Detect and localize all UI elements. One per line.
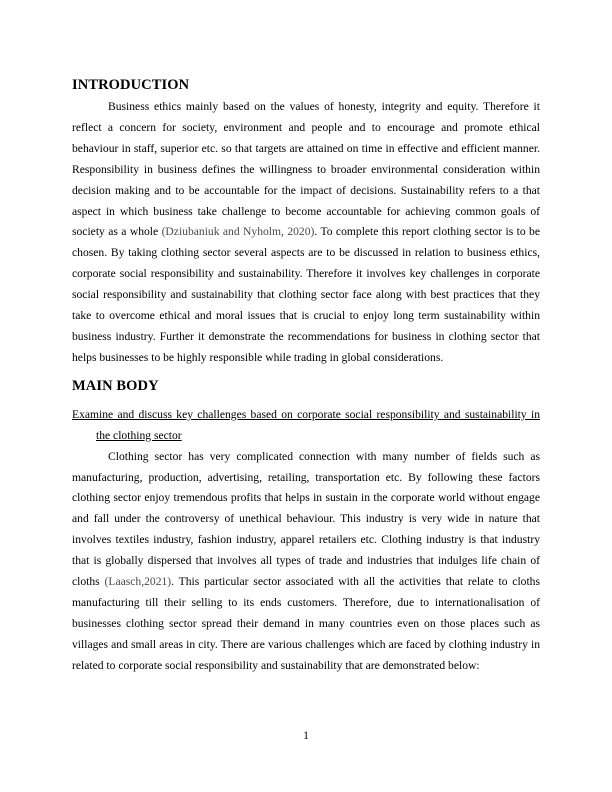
main-body-text-part-1: Clothing sector has very complicated connection with many number of fields such as manufacturing, production, advertising, retailing, transportation etc. By following these factors clothing sector enjoy tremendous profits that helps in sustain in the corporate world without engage and fall under the controversy of unethical behaviour. This industry is very wide in nature that involves textiles industry, fashion industry, apparel retailers etc. Clothing industry is that industry that is globally dispersed that involves all types of trade and industries that indulges life chain of cloths [72,449,540,589]
introduction-heading: INTRODUCTION [72,77,190,93]
introduction-paragraph [72,97,540,369]
citation-dziubaniuk: (Dziubaniuk and Nyholm, 2020) [161,225,315,239]
main-body-text-part-2: . This particular sector associated with all the activities that relate to cloths manufacturing till their selling to its ends customers. Therefore, due to internationalisation of businesses clothing sector spread their demand in many countries even on those places such as villages and small areas in city. There are various challenges which are faced by clothing industry in related to corporate social responsibility and sustainability that are demonstrated below: [72,575,540,672]
citation-laasch: (Laasch,2021) [104,575,172,589]
introduction-text-part-1: Business ethics mainly based on the values of honesty, integrity and equity. Therefore it reflect a concern for society, environment and people and to encourage and promote ethical behaviour in staff, superior etc. so that targets are attained on time in effective and efficient manner. Responsibility in business defines the willingness to broader environmental consideration within decision making and to be accountable for the impact of decisions. Sustainability refers to a that aspect in which business take challenge to become accountable for achieving common goals of society as a whole [72,100,540,239]
main-body-paragraph [72,447,540,677]
main-body-heading: MAIN BODY [72,377,159,394]
page-number: 1 [303,729,309,742]
section-subheading: Examine and discuss key challenges based on corporate social responsibility and sustainability in the clothing sector [72,407,540,442]
document-page [72,76,540,677]
introduction-text-part-2: . To complete this report clothing sector is to be chosen. By taking clothing sector several aspects are to be discussed in relation to business ethics, corporate social responsibility and sustainability. Therefore it involves key challenges in corporate social responsibility and sustainability that clothing sector face along with best practices that they take to overcome ethical and moral issues that is crucial to enjoy long term sustainability within business industry. Further it demonstrate the recommendations for business in clothing sector that helps businesses to be highly responsible while trading in global considerations. [72,225,540,364]
